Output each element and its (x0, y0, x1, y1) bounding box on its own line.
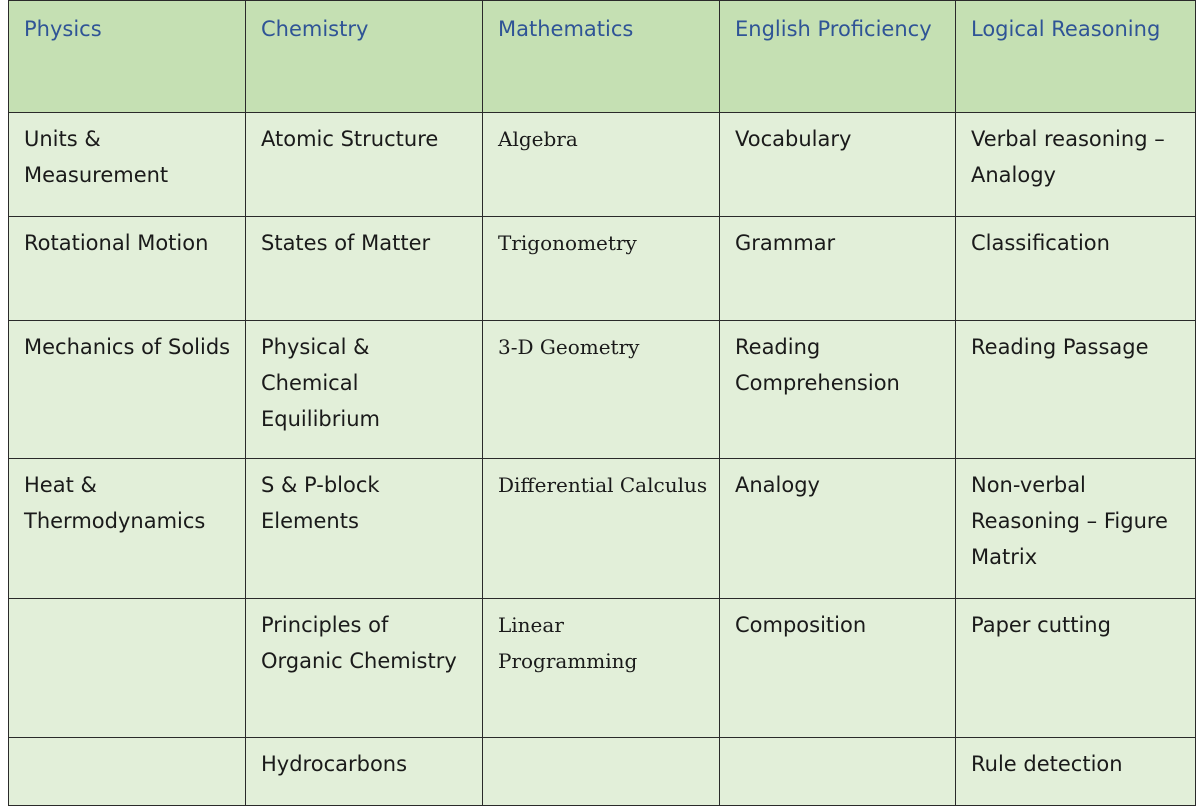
physics-cell: Heat & Thermodynamics (9, 459, 246, 599)
english-cell: Analogy (720, 459, 956, 599)
english-cell: Grammar (720, 217, 956, 321)
syllabus-table (8, 0, 1196, 806)
mathematics-cell: Differential Calculus (483, 459, 720, 599)
table-row (9, 459, 1196, 599)
header-chemistry: Chemistry (246, 1, 483, 113)
english-cell: Reading Comprehension (720, 321, 956, 459)
chemistry-cell: Atomic Structure (246, 113, 483, 217)
physics-cell: Rotational Motion (9, 217, 246, 321)
table-row (9, 113, 1196, 217)
header-logical-reasoning: Logical Reasoning (956, 1, 1196, 113)
mathematics-cell: 3-D Geometry (483, 321, 720, 459)
english-cell (720, 738, 956, 806)
physics-cell: Mechanics of Solids (9, 321, 246, 459)
table-row (9, 217, 1196, 321)
header-mathematics: Mathematics (483, 1, 720, 113)
chemistry-cell: Hydrocarbons (246, 738, 483, 806)
mathematics-cell: Algebra (483, 113, 720, 217)
table-row (9, 321, 1196, 459)
english-cell: Vocabulary (720, 113, 956, 217)
physics-cell (9, 738, 246, 806)
header-row (9, 1, 1196, 113)
header-english-proficiency: English Proficiency (720, 1, 956, 113)
table-row (9, 599, 1196, 738)
chemistry-cell: Physical & Chemical Equilibrium (246, 321, 483, 459)
chemistry-cell: States of Matter (246, 217, 483, 321)
chemistry-cell: S & P-block Elements (246, 459, 483, 599)
english-cell: Composition (720, 599, 956, 738)
physics-cell: Units & Measurement (9, 113, 246, 217)
mathematics-cell: Linear Programming (483, 599, 720, 738)
mathematics-cell: Trigonometry (483, 217, 720, 321)
mathematics-cell (483, 738, 720, 806)
chemistry-cell: Principles of Organic Chemistry (246, 599, 483, 738)
table-row (9, 738, 1196, 806)
logical-reasoning-cell: Classification (956, 217, 1196, 321)
logical-reasoning-cell: Non-verbal Reasoning – Figure Matrix (956, 459, 1196, 599)
logical-reasoning-cell: Paper cutting (956, 599, 1196, 738)
physics-cell (9, 599, 246, 738)
header-physics: Physics (9, 1, 246, 113)
logical-reasoning-cell: Rule detection (956, 738, 1196, 806)
logical-reasoning-cell: Verbal reasoning – Analogy (956, 113, 1196, 217)
logical-reasoning-cell: Reading Passage (956, 321, 1196, 459)
